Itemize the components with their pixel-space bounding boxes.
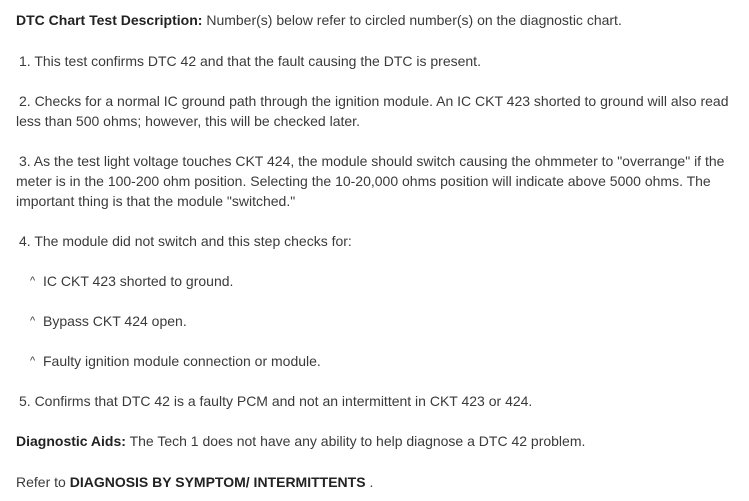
step-text: 5. Confirms that DTC 42 is a faulty PCM and not an intermittent in CKT 423 or 424. (19, 393, 533, 409)
step-text: 2. Checks for a normal IC ground path through the ignition module. An IC CKT 423 shorted to ground will also read less than 500 ohms; however, this will be checked later. (16, 93, 729, 129)
aids-label: Diagnostic Aids: (16, 433, 126, 449)
diagnostic-aids (16, 431, 745, 451)
bullet-item (30, 311, 745, 331)
step-text: 3. As the test light voltage touches CKT 424, the module should switch causing the ohmmeter to "overrange" if the meter is in the 100-200 ohm position. Selecting the 10-20,000 ohms position will indicate above 5000 ohms. The important thing is that the module "switched." (16, 153, 725, 209)
step-1 (19, 51, 745, 71)
aids-text: The Tech 1 does not have any ability to help diagnose a DTC 42 problem. (129, 433, 586, 449)
step-4 (19, 231, 745, 251)
bullet-text: IC CKT 423 shorted to ground. (43, 273, 234, 289)
step-text: 1. This test confirms DTC 42 and that the fault causing the DTC is present. (19, 53, 481, 69)
step-3 (16, 151, 745, 211)
refer-line (16, 472, 745, 492)
bullet-item (30, 271, 745, 291)
caret-icon: ^ (30, 275, 36, 287)
refer-suffix: . (369, 474, 374, 490)
bullet-item (30, 351, 745, 371)
step-5 (19, 391, 745, 411)
step-2 (16, 91, 745, 131)
description-text: Number(s) below refer to circled number(s) on the diagnostic chart. (206, 12, 622, 28)
chart-test-description (16, 10, 745, 30)
bullet-text: Bypass CKT 424 open. (43, 313, 187, 329)
diagnosis-link[interactable]: DIAGNOSIS BY SYMPTOM/ INTERMITTENTS (69, 474, 366, 490)
bullet-text: Faulty ignition module connection or module. (43, 353, 321, 369)
description-label: DTC Chart Test Description: (16, 12, 203, 28)
step-text: 4. The module did not switch and this step checks for: (19, 233, 352, 249)
caret-icon: ^ (30, 315, 36, 327)
refer-prefix: Refer to (16, 474, 66, 490)
caret-icon: ^ (30, 355, 36, 367)
